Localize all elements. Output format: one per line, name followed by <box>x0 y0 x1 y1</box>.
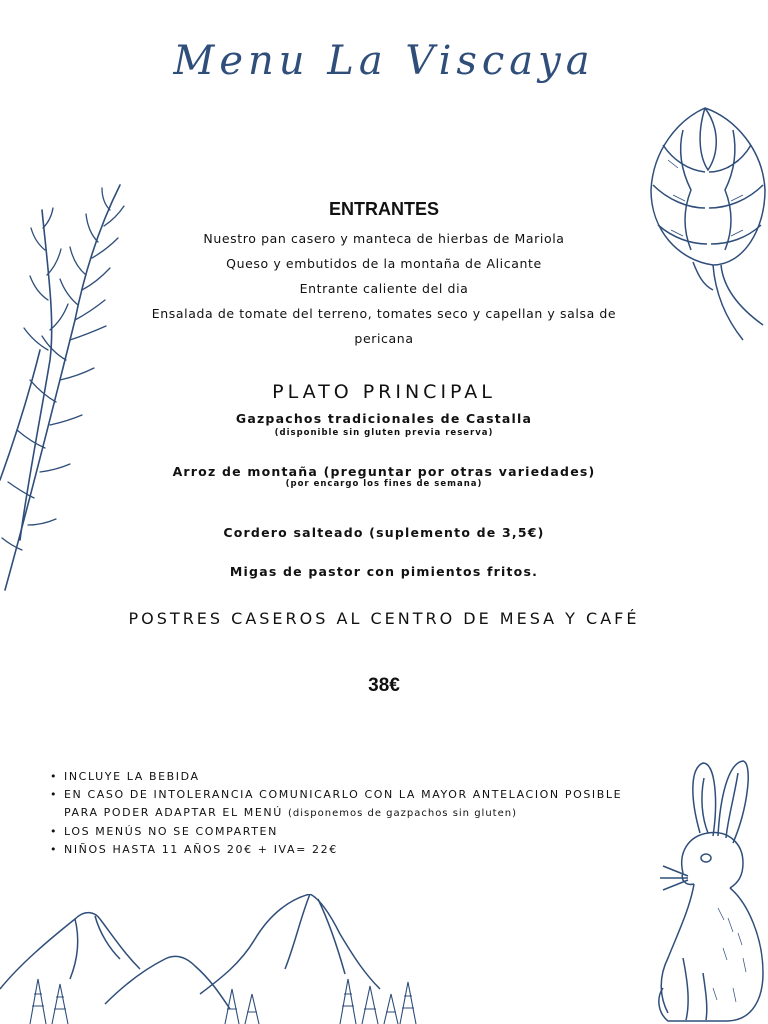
dish-name: Migas de pastor con pimientos fritos. <box>229 564 539 579</box>
note-text: INCLUYE LA BEBIDA <box>64 770 200 783</box>
dish-name: Gazpachos tradicionales de Castalla <box>235 411 533 426</box>
note-text: LOS MENÚS NO SE COMPARTEN <box>64 825 278 838</box>
entrante-item: Nuestro pan casero y manteca de hierbas de Mariola <box>203 231 565 246</box>
postres-heading: POSTRES CASEROS AL CENTRO DE MESA Y CAFÉ <box>128 609 640 628</box>
entrante-item: Entrante caliente del dia <box>299 281 469 296</box>
entrantes-list <box>120 226 648 351</box>
entrantes-heading: ENTRANTES <box>328 199 439 219</box>
artichoke-illustration <box>643 100 768 345</box>
menu-notes <box>50 768 650 859</box>
rabbit-illustration <box>628 758 768 1023</box>
dish-cordero <box>0 525 768 540</box>
menu-price: 38€ <box>368 675 400 696</box>
note-item <box>50 768 650 786</box>
entrante-item: Queso y embutidos de la montaña de Alicante <box>226 256 542 271</box>
entrante-item: Ensalada de tomate del terreno, tomates seco y capellan y salsa de pericana <box>151 306 617 346</box>
menu-title: Menu La Viscaya <box>173 38 595 84</box>
dish-note: (disponible sin gluten previa reserva) <box>274 428 494 438</box>
dish-arroz <box>0 464 768 489</box>
plato-principal-heading: PLATO PRINCIPAL <box>272 381 496 403</box>
dish-migas <box>0 564 768 579</box>
mountains-illustration <box>0 894 430 1024</box>
dish-name: Cordero salteado (suplemento de 3,5€) <box>223 525 545 540</box>
dish-gazpachos <box>0 411 768 438</box>
note-text: EN CASO DE INTOLERANCIA COMUNICARLO CON LA MAYOR ANTELACION POSIBLE PARA PODER ADAPTAR EL MENÚ <box>64 788 623 819</box>
note-text: NIÑOS HASTA 11 AÑOS 20€ + IVA= 22€ <box>64 843 338 856</box>
dish-note: (por encargo los fines de semana) <box>285 479 483 489</box>
note-small: (disponemos de gazpachos sin gluten) <box>288 808 517 819</box>
note-item <box>50 841 650 859</box>
note-item <box>50 823 650 841</box>
note-item <box>50 786 650 823</box>
dish-name: Arroz de montaña (preguntar por otras variedades) <box>172 464 596 479</box>
